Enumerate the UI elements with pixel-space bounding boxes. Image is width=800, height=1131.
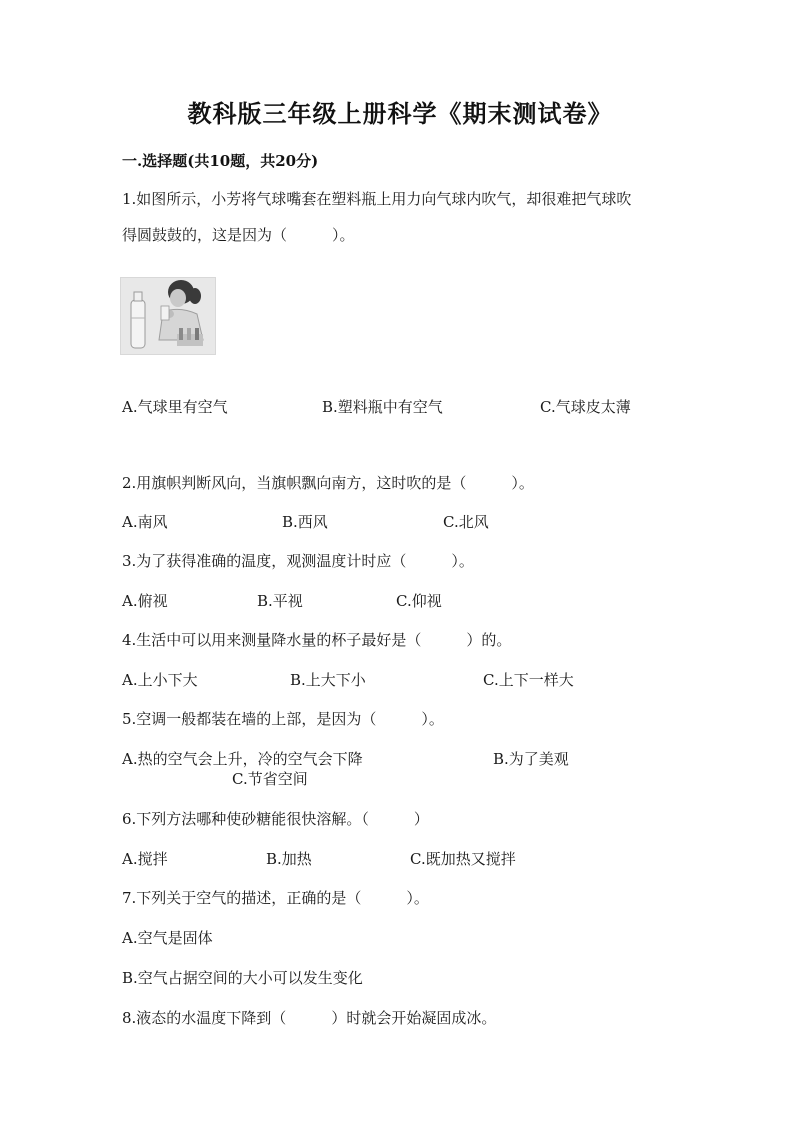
question-6-option-c[interactable]: C.既加热又搅拌 <box>410 850 516 868</box>
question-2-text: 2.用旗帜判断风向，当旗帜飘向南方，这时吹的是（ ）。 <box>122 474 534 492</box>
question-1-text-line-1: 1.如图所示，小芳将气球嘴套在塑料瓶上用力向气球内吹气，却很难把气球吹 <box>122 190 632 208</box>
question-7-option-a[interactable]: A.空气是固体 <box>122 929 213 947</box>
question-3-option-b[interactable]: B.平视 <box>257 592 303 610</box>
question-1-text-line-2: 得圆鼓鼓的，这是因为（ ）。 <box>122 226 355 244</box>
question-1-option-c[interactable]: C.气球皮太薄 <box>540 398 631 416</box>
question-6-option-b[interactable]: B.加热 <box>266 850 312 868</box>
question-5-option-c[interactable]: C.节省空间 <box>232 770 308 788</box>
question-2-option-c[interactable]: C.北风 <box>443 513 489 531</box>
question-7-option-b[interactable]: B.空气占据空间的大小可以发生变化 <box>122 969 363 987</box>
question-4-text: 4.生活中可以用来测量降水量的杯子最好是（ ）的。 <box>122 631 512 649</box>
question-3-option-c[interactable]: C.仰视 <box>396 592 442 610</box>
question-7-text: 7.下列关于空气的描述，正确的是（ ）。 <box>122 889 429 907</box>
question-5-text: 5.空调一般都装在墙的上部，是因为（ ）。 <box>122 710 444 728</box>
question-6-option-a[interactable]: A.搅拌 <box>122 850 168 868</box>
question-1-figure <box>120 277 216 355</box>
question-4-option-b[interactable]: B.上大下小 <box>290 671 366 689</box>
girl-blowing-balloon-illustration <box>121 278 215 354</box>
question-1-option-b[interactable]: B.塑料瓶中有空气 <box>322 398 443 416</box>
page-title: 教科版三年级上册科学《期末测试卷》 <box>187 99 613 128</box>
question-1-option-a[interactable]: A.气球里有空气 <box>122 398 228 416</box>
question-5-option-a[interactable]: A.热的空气会上升，冷的空气会下降 <box>122 750 363 768</box>
section-heading: 一.选择题(共10题，共20分) <box>122 152 319 170</box>
question-4-option-c[interactable]: C.上下一样大 <box>483 671 574 689</box>
question-3-option-a[interactable]: A.俯视 <box>122 592 168 610</box>
question-8-text: 8.液态的水温度下降到（ ）时就会开始凝固成冰。 <box>122 1009 497 1027</box>
question-3-text: 3.为了获得准确的温度，观测温度计时应（ ）。 <box>122 552 474 570</box>
question-6-text: 6.下列方法哪种使砂糖能很快溶解。（ ） <box>122 810 429 828</box>
question-4-option-a[interactable]: A.上小下大 <box>122 671 198 689</box>
question-2-option-b[interactable]: B.西风 <box>282 513 328 531</box>
question-5-option-b[interactable]: B.为了美观 <box>493 750 569 768</box>
question-2-option-a[interactable]: A.南风 <box>122 513 168 531</box>
